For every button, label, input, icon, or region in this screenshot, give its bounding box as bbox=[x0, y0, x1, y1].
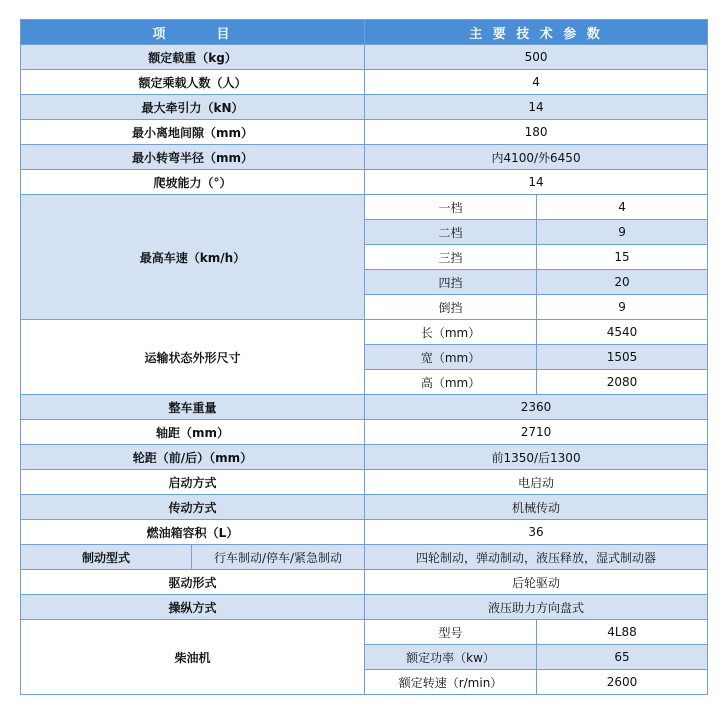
gear-value: 4 bbox=[537, 195, 708, 220]
spec-table bbox=[20, 19, 708, 695]
drive-value: 后轮驱动 bbox=[365, 570, 708, 595]
transmission-label: 传动方式 bbox=[21, 495, 365, 520]
table-row bbox=[21, 170, 708, 195]
max-traction-value: 14 bbox=[365, 95, 708, 120]
table-row bbox=[21, 195, 708, 220]
engine-spec-name: 额定功率（kw） bbox=[365, 645, 537, 670]
fuel-tank-value: 36 bbox=[365, 520, 708, 545]
climbing-value: 14 bbox=[365, 170, 708, 195]
engine-spec-value: 65 bbox=[537, 645, 708, 670]
brake-label: 制动型式 bbox=[21, 545, 192, 570]
engine-spec-name: 额定转速（r/min） bbox=[365, 670, 537, 695]
rated-load-value: 500 bbox=[365, 45, 708, 70]
table-row bbox=[21, 45, 708, 70]
wheelbase-label: 轴距（mm） bbox=[21, 420, 365, 445]
table-row bbox=[21, 120, 708, 145]
gear-name: 二档 bbox=[365, 220, 537, 245]
transport-dims-label: 运输状态外形尺寸 bbox=[21, 320, 365, 395]
dim-value: 2080 bbox=[537, 370, 708, 395]
start-mode-value: 电启动 bbox=[365, 470, 708, 495]
table-row bbox=[21, 420, 708, 445]
steering-label: 操纵方式 bbox=[21, 595, 365, 620]
min-turning-radius-value: 内4100/外6450 bbox=[365, 145, 708, 170]
max-traction-label: 最大牵引力（kN） bbox=[21, 95, 365, 120]
engine-spec-value: 2600 bbox=[537, 670, 708, 695]
gear-value: 15 bbox=[537, 245, 708, 270]
table-row bbox=[21, 395, 708, 420]
rated-passengers-value: 4 bbox=[365, 70, 708, 95]
curb-weight-value: 2360 bbox=[365, 395, 708, 420]
gear-name: 一档 bbox=[365, 195, 537, 220]
table-row bbox=[21, 520, 708, 545]
table-row bbox=[21, 95, 708, 120]
gear-value: 20 bbox=[537, 270, 708, 295]
fuel-tank-label: 燃油箱容积（L） bbox=[21, 520, 365, 545]
table-row bbox=[21, 570, 708, 595]
header-item: 项 目 bbox=[21, 20, 365, 45]
transmission-value: 机械传动 bbox=[365, 495, 708, 520]
table-row bbox=[21, 445, 708, 470]
min-clearance-label: 最小离地间隙（mm） bbox=[21, 120, 365, 145]
brake-sub: 行车制动/停车/紧急制动 bbox=[192, 545, 365, 570]
max-speed-label: 最高车速（km/h） bbox=[21, 195, 365, 320]
diesel-label: 柴油机 bbox=[21, 620, 365, 695]
climbing-label: 爬坡能力（°） bbox=[21, 170, 365, 195]
table-row bbox=[21, 70, 708, 95]
table-row bbox=[21, 495, 708, 520]
track-label: 轮距（前/后）（mm） bbox=[21, 445, 365, 470]
steering-value: 液压助力方向盘式 bbox=[365, 595, 708, 620]
curb-weight-label: 整车重量 bbox=[21, 395, 365, 420]
header-params: 主 要 技 术 参 数 bbox=[365, 20, 708, 45]
rated-load-label: 额定载重（kg） bbox=[21, 45, 365, 70]
drive-label: 驱动形式 bbox=[21, 570, 365, 595]
gear-name: 三挡 bbox=[365, 245, 537, 270]
wheelbase-value: 2710 bbox=[365, 420, 708, 445]
table-row bbox=[21, 545, 708, 570]
dim-value: 1505 bbox=[537, 345, 708, 370]
brake-value: 四轮制动，弹动制动，液压释放，湿式制动器 bbox=[365, 545, 708, 570]
table-row bbox=[21, 595, 708, 620]
start-mode-label: 启动方式 bbox=[21, 470, 365, 495]
gear-value: 9 bbox=[537, 220, 708, 245]
dim-value: 4540 bbox=[537, 320, 708, 345]
engine-spec-value: 4L88 bbox=[537, 620, 708, 645]
track-value: 前1350/后1300 bbox=[365, 445, 708, 470]
table-row bbox=[21, 620, 708, 645]
engine-spec-name: 型号 bbox=[365, 620, 537, 645]
table-row bbox=[21, 320, 708, 345]
gear-value: 9 bbox=[537, 295, 708, 320]
gear-name: 四挡 bbox=[365, 270, 537, 295]
table-row bbox=[21, 145, 708, 170]
gear-name: 倒挡 bbox=[365, 295, 537, 320]
table-row bbox=[21, 470, 708, 495]
table-header-row bbox=[21, 20, 708, 45]
min-clearance-value: 180 bbox=[365, 120, 708, 145]
dim-name: 长（mm） bbox=[365, 320, 537, 345]
min-turning-radius-label: 最小转弯半径（mm） bbox=[21, 145, 365, 170]
dim-name: 高（mm） bbox=[365, 370, 537, 395]
spec-table-container bbox=[20, 19, 708, 695]
rated-passengers-label: 额定乘载人数（人） bbox=[21, 70, 365, 95]
dim-name: 宽（mm） bbox=[365, 345, 537, 370]
